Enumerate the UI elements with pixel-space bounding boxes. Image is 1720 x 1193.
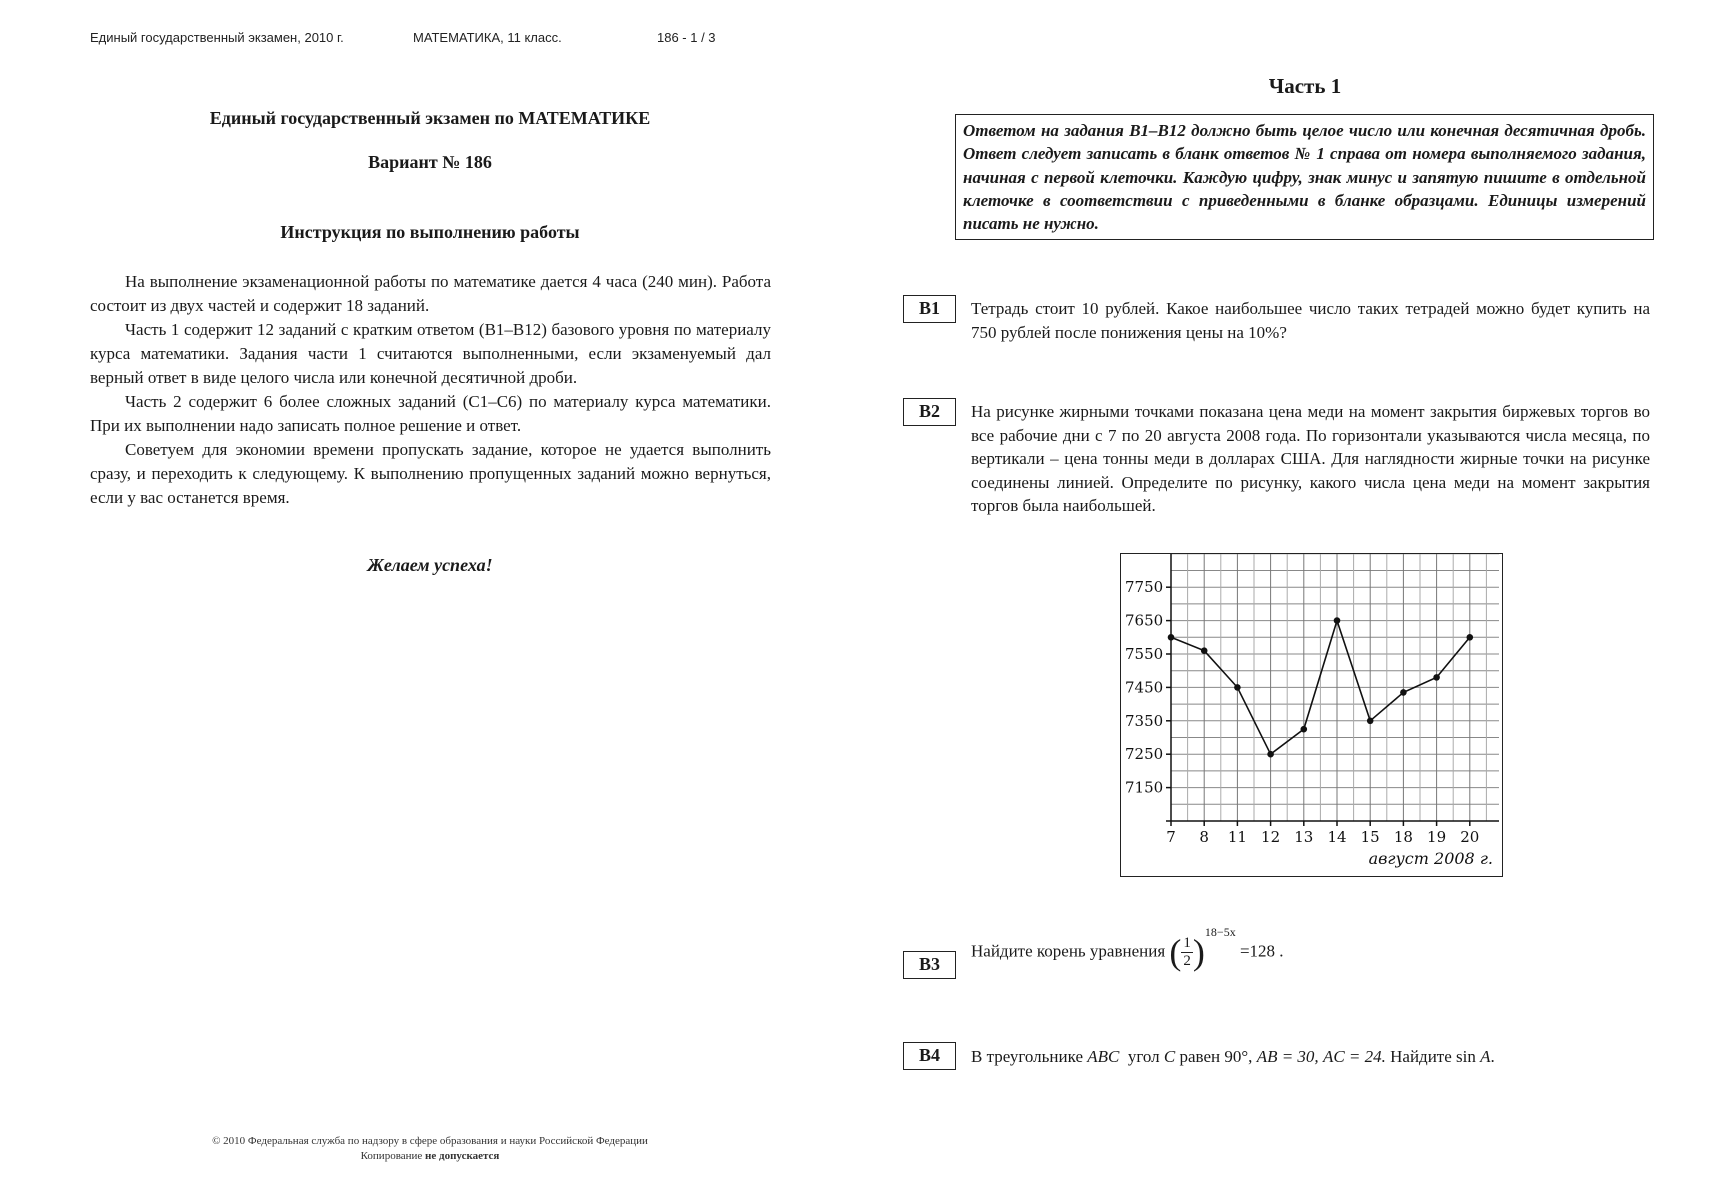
copyright-footer — [160, 1134, 700, 1164]
instructions-paragraph: Часть 1 содержит 12 заданий с кратким ответом (B1–B12) базового уровня по материалу курса математики. Задания части 1 считаются выполненными, если экзаменуемый дал верный ответ в виде целого числа или конечной десятичной дроби. — [90, 320, 771, 387]
fraction-denominator: 2 — [1183, 953, 1191, 970]
svg-text:7250: 7250 — [1125, 745, 1164, 764]
task-b4-text: равен 90°, — [1179, 1047, 1253, 1066]
svg-text:18: 18 — [1393, 828, 1413, 846]
svg-text:7: 7 — [1166, 828, 1176, 846]
instructions-paragraph: На выполнение экзаменационной работы по математике дается 4 часа (240 мин). Работа состоит из двух частей и содержит 18 заданий. — [90, 272, 771, 315]
equation-rhs: =128 . — [1239, 941, 1284, 961]
svg-text:7150: 7150 — [1125, 778, 1164, 797]
svg-text:7550: 7550 — [1125, 645, 1164, 663]
svg-text:15: 15 — [1360, 828, 1380, 846]
chart-canvas — [1121, 554, 1501, 875]
instructions-paragraph: Советуем для экономии времени пропускать задание, которое не удается выполнить сразу, и переходить к следующему. К выполнению пропущенных заданий можно вернуться, если у вас останется время. — [90, 440, 771, 507]
task-label-b1: B1 — [903, 295, 956, 323]
copy-warning — [160, 1149, 700, 1164]
copy-warning-bold: не допускается — [425, 1150, 500, 1162]
task-b3-text: Найдите корень уравнения — [971, 941, 1166, 961]
period: . — [1490, 1047, 1495, 1066]
svg-text:20: 20 — [1460, 828, 1480, 846]
svg-text:7650: 7650 — [1125, 611, 1164, 630]
svg-text:19: 19 — [1427, 828, 1447, 846]
instructions-title: Инструкция по выполнению работы — [280, 222, 580, 242]
instructions-paragraph: Часть 2 содержит 6 более сложных заданий (C1–C6) по материалу курса математики. При их выполнении надо записать полное решение и ответ. — [90, 392, 771, 435]
header-subject: МАТЕМАТИКА, 11 класс. — [413, 30, 562, 45]
task-label-b3: B3 — [903, 951, 956, 979]
task-b4 — [971, 1045, 1650, 1069]
var-c: C — [1163, 1047, 1176, 1066]
var-abc: ABC — [1087, 1047, 1120, 1066]
exam-title: Единый государственный экзамен по МАТЕМАТИКЕ — [209, 108, 651, 128]
var-ac: AC = 24. — [1322, 1047, 1386, 1066]
task-b4-text: Найдите sin — [1390, 1047, 1476, 1066]
task-label-b2: B2 — [903, 398, 956, 426]
task-b4-text: угол — [1127, 1047, 1160, 1066]
header-exam: Единый государственный экзамен, 2010 г. — [90, 30, 344, 45]
task-b2-text: На рисунке жирными точками показана цена меди на момент закрытия биржевых торгов во все рабочие дни с 7 по 20 августа 2008 года. По горизонтали указываются числа месяца, по вертикали – цена тонны меди в долларах США. Для наглядности жирные точки на рисунке соединены линией. Определите по рисунку, какого числа цена меди на момент закрытия торгов была наибольшей. — [971, 402, 1650, 515]
svg-text:14: 14 — [1327, 828, 1347, 846]
copper-price-chart — [1120, 553, 1503, 877]
instructions-text — [90, 270, 771, 510]
fraction — [1181, 935, 1193, 970]
task-b4-text: В треугольнике — [971, 1047, 1083, 1066]
task-b1-text: Тетрадь стоит 10 рублей. Какое наибольшее число таких тетрадей можно будет купить на 750 рублей после понижения цены на 10%? — [971, 299, 1650, 342]
copyright-line: © 2010 Федеральная служба по надзору в сфере образования и науки Российской Федерации — [212, 1135, 648, 1147]
svg-text:12: 12 — [1261, 828, 1281, 846]
svg-text:7350: 7350 — [1125, 711, 1164, 730]
svg-text:13: 13 — [1294, 828, 1314, 846]
svg-text:11: 11 — [1227, 828, 1247, 846]
copy-warning-text: Копирование — [360, 1150, 426, 1162]
fraction-numerator: 1 — [1183, 935, 1191, 952]
task-label-b4: B4 — [903, 1042, 956, 1070]
var-ab: AB = 30, — [1256, 1047, 1319, 1066]
svg-text:7750: 7750 — [1125, 578, 1164, 597]
header-page: 186 - 1 / 3 — [657, 30, 716, 45]
answer-notice: Ответом на задания B1–B12 должно быть целое число или конечная десятичная дробь. Ответ следует записать в бланк ответов № 1 справа от номера выполняемого задания, начиная с первой клеточки. Каждую цифру, знак минус и запятую пишите в отдельной клеточке в соответствии с приведенными в бланке образцами. Единицы измерений писать не нужно. — [955, 114, 1654, 240]
svg-text:август 2008 г.: август 2008 г. — [1368, 849, 1493, 868]
exponent: 18−5x — [1204, 925, 1236, 939]
part-title: Часть 1 — [1268, 74, 1342, 98]
wish-text: Желаем успеха! — [367, 555, 493, 575]
task-b3 — [971, 925, 1650, 972]
variant-title: Вариант № 186 — [368, 152, 492, 172]
var-a: A — [1480, 1047, 1491, 1066]
svg-text:8: 8 — [1199, 828, 1209, 846]
left-paren: ( — [1169, 932, 1182, 972]
svg-text:7450: 7450 — [1125, 678, 1164, 697]
right-paren: ) — [1192, 932, 1205, 972]
